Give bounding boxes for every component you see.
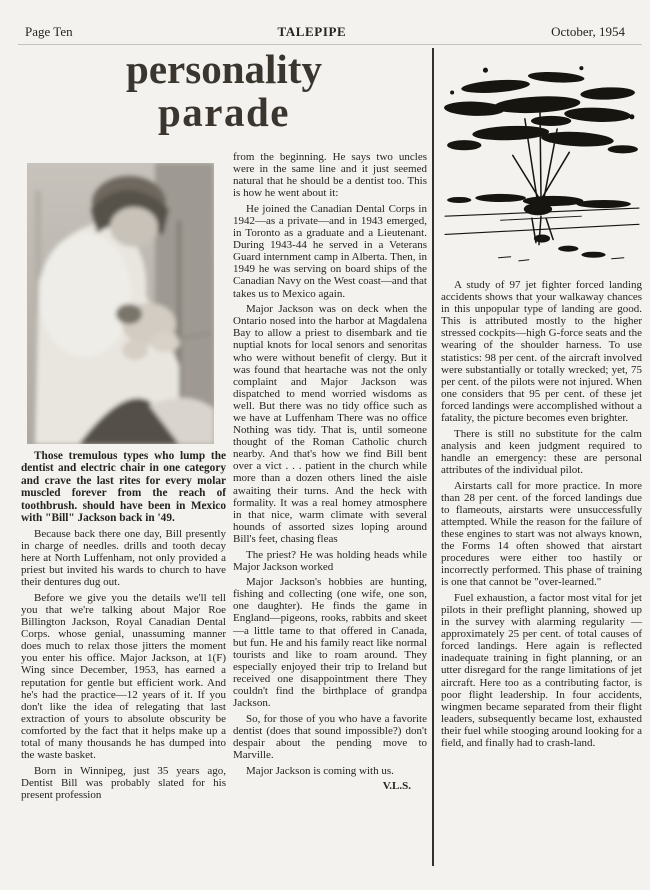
- lead-paragraph: Those tremulous types who lump the dentist and electric chair in one category and crave the last rites for every molar muscled forever from the reach of toothbrush. should have been in Mexico with "Bill" Jackson back in '49.: [21, 450, 226, 525]
- paragraph: Because back there one day, Bill presently in charge of needles. drills and tooth decay here at North Luffenham, not only provided a priest but invited his wards to church to have their dentures dug out.: [21, 527, 226, 589]
- paragraph: Airstarts call for more practice. In more than 28 per cent. of the forced landings due to flameouts, airstarts were unsuccessfully attempted. While the reason for the failure of these engines to start was not always known, the Forms 14 often showed that airstart procedures were either too hastily or incorrectly performed. This phase of training is one that cannot be "over-learned.": [441, 479, 642, 589]
- article-headline: [98, 48, 350, 135]
- paragraph: He joined the Canadian Dental Corps in 1942—as a private—and in 1943 emerged, in Toronto as a graduate and a Lieutenant. During 1943-44 he served in a Veterans Guard internment camp in Alberta. Then, in 1949 he was serving on board ships of the Canadian Navy on the West coast—and that takes us to Mexico again.: [233, 202, 427, 300]
- left-column: [21, 450, 226, 801]
- column-divider-rule: [432, 48, 434, 866]
- paragraph: Fuel exhaustion, a factor most vital for jet pilots in their preflight planning, showed up in the survey with alarming regularity — approximately 25 per cent. of total causes of forced landings. Here again is reflected inadequate training in fight planning, or an utter disregard for the range limitations of jet aircraft. Here too as a contributing factor, is poor flight leadership. In four accidents, wingmen became separated from their flight leaders, subsequently became lost, exhausted their fuel while stooging around looking for a field, and finally had to crash-land.: [441, 591, 642, 749]
- issue-date: October, 1954: [551, 24, 625, 39]
- dentist-photo-image: [27, 163, 214, 444]
- right-column: [441, 279, 642, 749]
- paragraph: A study of 97 jet fighter forced landing accidents shows that your walkaway chances in this unpopular type of landing are good. This is attributed mostly to the higher stressed cockpits—high G-force seats and the wearing of the shoulder harness. To use statistics: 98 per cent. of the aircraft involved were substantially or totally wrecked; yet, 75 per cent. of the pilots were not injured. When one considers that 95 per cent. of these jet forced landings were accomplished without a fatality, the picture becomes even brighter.: [441, 279, 642, 425]
- headline-line-2: parade: [158, 89, 290, 136]
- author-initials: V.L.S.: [382, 780, 411, 793]
- closing-line: Major Jackson is coming with us.: [246, 764, 394, 777]
- paragraph: from the beginning. He says two uncles were in the same line and it just seemed natural that he should be a dentist too. This is how he went about it:: [233, 151, 427, 200]
- tree-sketch-image: [440, 56, 642, 274]
- paragraph: The priest? He was holding heads while Major Jackson worked: [233, 548, 427, 573]
- paragraph: Before we give you the details we'll tell you that we're talking about Major Roe Billington Jackson, Royal Canadian Dental Corps. whose genial, unassuming manner does much to relax those jitters the moment you enter his office. Major Jackson, at 1(F) Wing since December, 1953, has earned a reputation for gentle but efficient work. And he's had the practice—12 years of it. If you don't like the idea of relegating that last extraction of yours to absolute obscurity be comforted by the fact that it helps make up a total of many thousands he has dumped into the waste basket.: [21, 591, 226, 762]
- paragraph: Major Jackson was on deck when the Ontario nosed into the harbor at Magdalena Bay to allow a priest to disembark and tie nuptial knots for local senors and senoritas who were without benefit of clergy. But it was found that heartache was not the only complaint and Major Jackson was dispatched to mend worried wisdoms as well. But there was no tidy office such as we have at Luffenham There was no office Nothing was tidy. That is, until someone thought of the Roman Catholic church nearby. And that's how we find Bill bent over a vict . . . patient in the church while more than a dozen others lined the aisle awaiting their turns. And the heck with formality. It was a real homey atmosphere in that nice, warm climate with several hounds of assorted sizes loping around Bill's feet, chasing fleas: [233, 303, 427, 545]
- paragraph: So, for those of you who have a favorite dentist (does that sound impossible?) don't despair about the pending move to Marville.: [233, 712, 427, 761]
- paragraph: Major Jackson's hobbies are hunting, fishing and collecting (one wife, one son, one daughter). He finds the game in England—pigeons, rooks, rabbits and skeet—a little tame to that offered in Canada, but fun. He and his family react like normal tourists and like to roam around. They especially enjoyed their trip to Ireland but received one disappointment there They couldn't find the birthplace of grandpa Jackson.: [233, 576, 427, 710]
- page-number: Page Ten: [25, 24, 73, 39]
- dentist-photo: [27, 163, 214, 444]
- headline-line-1: personality: [126, 46, 322, 92]
- header-rule: [18, 44, 642, 45]
- tree-sketch-illustration: [440, 56, 642, 274]
- masthead-title: TALEPIPE: [277, 24, 347, 39]
- middle-column: [233, 151, 427, 792]
- page-header: [25, 24, 625, 40]
- paragraph: Born in Winnipeg, just 35 years ago, Dentist Bill was probably slated for his present profession: [21, 764, 226, 801]
- paragraph: There is still no substitute for the calm analysis and keen judgment required to handle an emergency: these are personal attributes of the individual pilot.: [441, 427, 642, 476]
